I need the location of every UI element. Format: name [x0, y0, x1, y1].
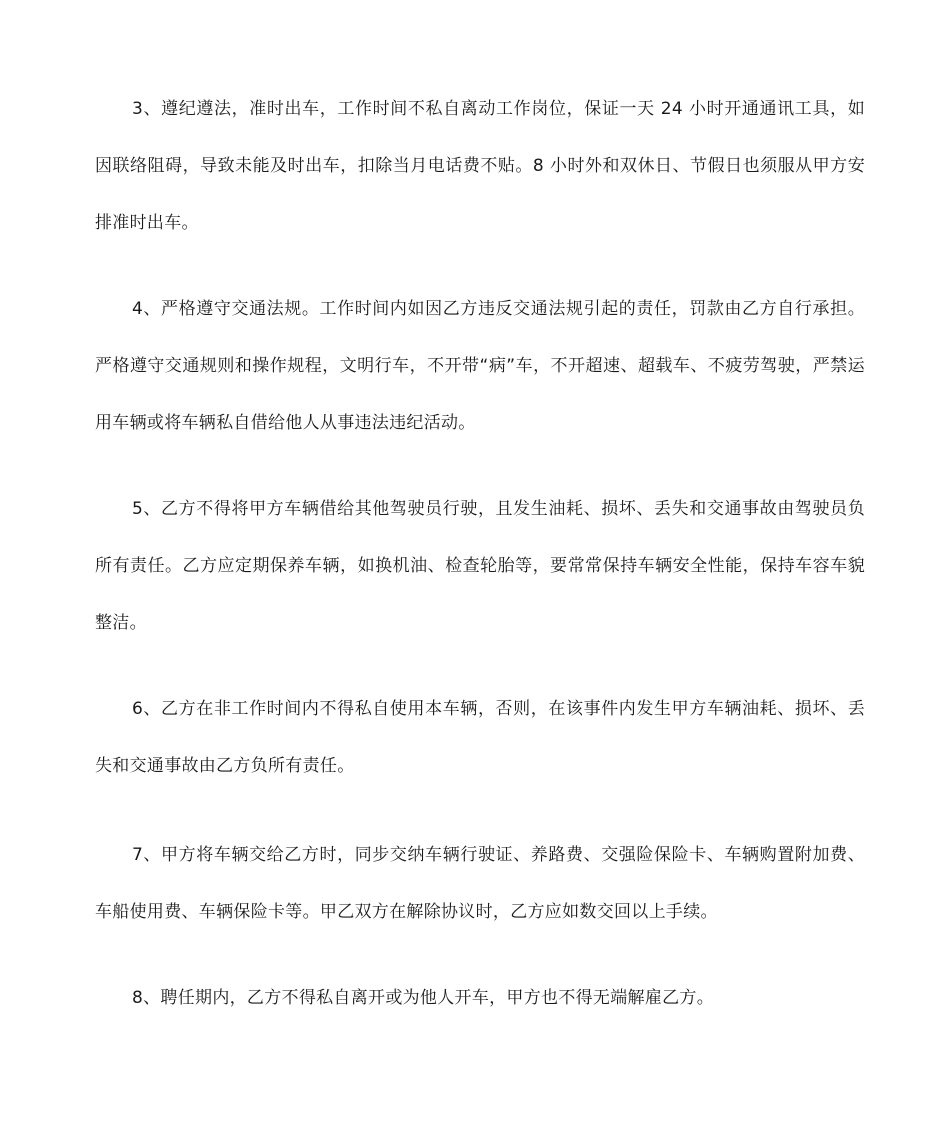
clause-7: 7、甲方将车辆交给乙方时，同步交纳车辆行驶证、养路费、交强险保险卡、车辆购置附加费、车船使用费、车辆保险卡等。甲乙双方在解除协议时，乙方应如数交回以上手续。: [95, 845, 865, 922]
clause-8: 8、聘任期内，乙方不得私自离开或为他人开车，甲方也不得无端解雇乙方。: [132, 988, 715, 1008]
clause-3: 3、遵纪遵法，准时出车，工作时间不私自离动工作岗位，保证一天 24 小时开通通讯工具，如因联络阻碍，导致未能及时出车，扣除当月电话费不贴。8 小时外和双休日、节假日也须服从甲方安排准时出车。: [95, 99, 865, 233]
clause-4: 4、严格遵守交通法规。工作时间内如因乙方违反交通法规引起的责任，罚款由乙方自行承担。严格遵守交通规则和操作规程，文明行车，不开带“病”车，不开超速、超载车、不疲劳驾驶，严禁运用车辆或将车辆私自借给他人从事违法违纪活动。: [95, 299, 865, 433]
clause-6: 6、乙方在非工作时间内不得私自使用本车辆，否则，在该事件内发生甲方车辆油耗、损坏、丢失和交通事故由乙方负所有责任。: [95, 699, 865, 776]
clause-5: 5、乙方不得将甲方车辆借给其他驾驶员行驶，且发生油耗、损坏、丢失和交通事故由驾驶员负所有责任。乙方应定期保养车辆，如换机油、检查轮胎等，要常常保持车辆安全性能，保持车容车貌整洁。: [95, 499, 865, 633]
